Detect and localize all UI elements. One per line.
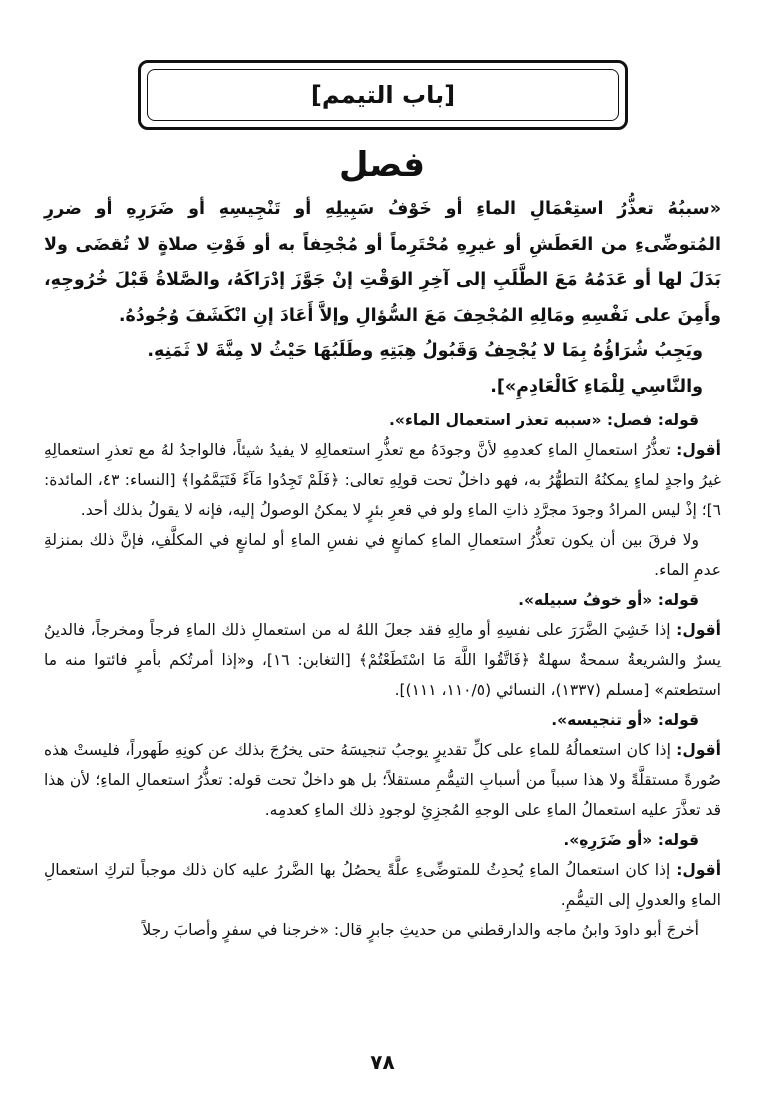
commentary-paragraph: أخرجَ أبو داودَ وابنُ ماجه والدارقطني من حديثِ جابرٍ قال: «خرجنا في سفرٍ وأصابَ رجلاً (142, 921, 699, 939)
page-number: ٧٨ (370, 1050, 395, 1074)
main-text (44, 192, 721, 945)
commentary-paragraph (44, 435, 721, 525)
commentary-text: إذا كان استعمالُهُ للماءِ على كلِّ تقديرٍ يوجبُ تنجيسَهُ حتى يخرُجَ بذلك عن كونِهِ طَهوراً، فليستْ هذه صُورةً مستقلَّةً ولا هذا سبباً من أسبابِ التيمُّمِ مستقلاً؛ بل هو داخلٌ تحت قوله: تعذُّرُ استعمالِ الماءِ؛ لأن هذا قد تعذَّرَ عليه استعمالُ الماءِ على الوجهِ المُجزِئِ لوجودِ ذلك الماءِ كعدمِه. (44, 741, 721, 819)
commentary-paragraph (44, 855, 721, 915)
chapter-title: [باب التيمم] (310, 81, 456, 109)
commentary-quote: قوله: «أو ضَرَرِهِ». (563, 831, 699, 849)
commentary-paragraph (44, 615, 721, 705)
commentary-paragraph: ولا فرقَ بين أن يكون تعذُّرُ استعمالِ الماءِ كمانعٍ في نفسِ الماءِ أو لمانعٍ في المكلَّفِ، فإنَّ ذلك بمنزلةِ عدمِ الماء. (44, 531, 721, 579)
aqulu-label: أقول: (676, 621, 721, 639)
aqulu-label: أقول: (676, 741, 721, 759)
chapter-title-inner-frame (147, 69, 619, 121)
matn-paragraph: والنَّاسِي لِلْمَاءِ كَالْعَادِمِ»]. (490, 376, 703, 397)
aqulu-label: أقول: (676, 861, 722, 879)
chapter-title-frame (138, 60, 628, 130)
aqulu-label: أقول: (676, 441, 721, 459)
matn-paragraph: ويَجِبُ شُرَاؤُهُ بِمَا لا يُجْحِفُ وَقَبُولُ هِبَتِهِ وطَلَبُهَا حَيْثُ لا مِنَّةَ لا ثَمَنِهِ. (147, 341, 703, 361)
commentary-text: إذا خَشِيَ الضَّرَرَ على نفسِهِ أو مالِهِ فقد جعلَ اللهُ له من استعمالِ ذلك الماءِ فرجاً ومخرجاً، فالدينُ يسرٌ والشريعةُ سمحةٌ سهلةٌ ﴿فَاتَّقُوا اللَّهَ مَا اسْتَطَعْتُمْ﴾ [التغابن: ١٦]، و«إذا أمرتُكم بأمرٍ فائتوا منه ما استطعتم» [مسلم (١٣٣٧)، النسائي (١١٠/٥، ١١١)]. (44, 621, 722, 699)
commentary-quote: قوله: «أو تنجيسه». (551, 711, 699, 729)
commentary-quote: قوله: «أو خوفُ سبيله». (518, 591, 699, 609)
commentary-quote: قوله: فصل: «سببه تعذر استعمال الماء». (389, 411, 699, 429)
commentary-paragraph (44, 735, 721, 825)
commentary-text: إذا كان استعمالُ الماءِ يُحدِثُ للمتوضِّىءِ علَّةً يحصُلُ بها الضَّررُ عليه كان ذلك موجباً لتركِ استعمالِ الماءِ والعدولِ إلى التيمُّمِ. (44, 861, 721, 909)
matn-paragraph: «سببُهُ تعذُّرُ استِعْمَالِ الماءِ أو خَوْفُ سَبِيلِهِ أو تَنْجِيسِهِ أو ضَرَرِهِ أو ضررِ المُتوضِّىءِ من العَطَشِ أو غيرِهِ مُحْتَرِماً أو مُجْحِفاً به أو فَوْتِ صلاةٍ لا تُقضَى ولا بَدَلَ لها أو عَدَمُهُ مَعَ الطَّلَبِ إلى آخِرِ الوَقْتِ إنْ جَوَّزَ إدْرَاكَهُ، والصَّلاةُ قَبْلَ خُرُوجِهِ، وأَمِنَ على نَفْسِهِ ومَالِهِ المُجْحِفَ مَعَ السُّؤالِ وإلاَّ أَعَادَ إنِ انْكَشَفَ وُجُودُهُ. (44, 199, 721, 326)
commentary-text: تعذُّرُ استعمالِ الماءِ كعدمِهِ لأنَّ وجودَهُ مع تعذُّرِ استعمالِهِ لا يفيدُ شيئاً، فالواجدُ لهُ مع تعذرِ استعمالِهِ غيرُ واجدٍ لماءٍ يمكنُهُ التطهُّرُ به، فهو داخلٌ تحت قولِهِ تعالى: ﴿فَلَمْ تَجِدُوا مَآءً فَتَيَمَّمُوا﴾ [النساء: ٤٣، المائدة: ٦]؛ إذْ ليس المرادُ وجودَ مجرَّدِ ذاتِ الماءِ ولو في قعرِ بئرٍ لا يمكنُ الوصولُ إليه، فإنه لا يقولُ بذلك أحد. (44, 441, 721, 519)
section-heading: فصل (338, 145, 426, 185)
